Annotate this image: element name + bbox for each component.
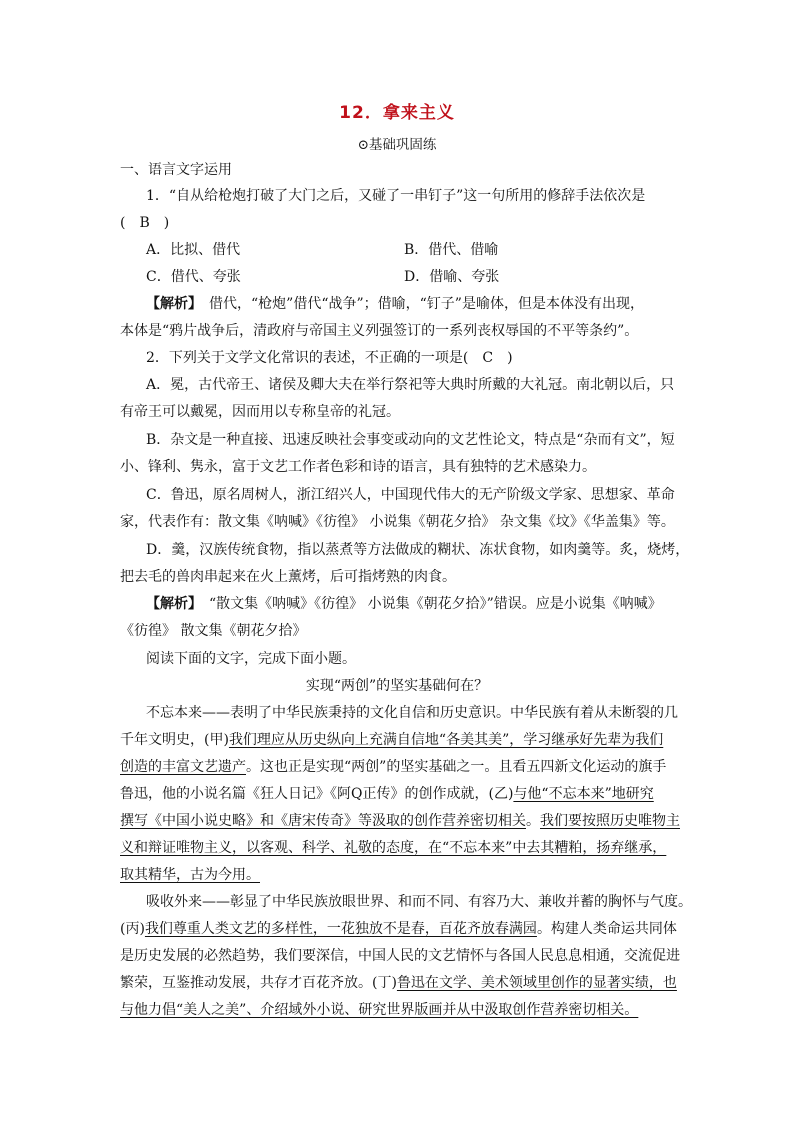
underlined-sentence: 我们要按照历史唯物主 [540,813,680,829]
q2-option-b-cont: 小、锋利、隽永，富于文艺工作者色彩和诗的语言，具有独特的艺术感染力。 [120,459,596,475]
passage-line: 是历史发展的必然趋势，我们要深信，中国人民的文艺情怀与各国人民息息相通，交流促进 [120,948,680,964]
passage-line: 吸收外来——彰显了中华民族放眼世界、和而不同、有容乃大、兼收并蓄的胸怀与气度。 [146,894,692,910]
q2-option-c: C．鲁迅，原名周树人，浙江绍兴人，中国现代伟大的无产阶级文学家、思想家、革命 [146,487,675,503]
sentence-marker: (乙) [488,786,514,802]
underlined-sentence: 撰写《中国小说史略》和《唐宋传奇》等汲取的创作营养密切相关 [120,813,526,829]
q1-stem: 1．“自从给枪炮打破了大门之后，又碰了一串钉子”这一句所用的修辞手法依次是 [146,188,646,204]
passage-text: 鲁迅，他的小说名篇《狂人日记》《阿Q正传》的创作成就， [120,786,489,802]
q1-option-c: C．借代、夸张 [146,269,241,285]
lesson-title: 12．拿来主义 [339,103,455,123]
q2-analysis-cont: 《彷徨》 散文集《朝花夕拾》 [120,623,307,639]
section-subtitle: ⊙基础巩固练 [357,137,437,153]
underlined-sentence: 我们尊重人类文艺的多样性，一花独放不是春，百花齐放春满园 [144,921,537,937]
analysis-tag: 【解析】 [146,296,195,312]
q2-option-b: B．杂文是一种直接、迅速反映社会事变或动向的文艺性论文，特点是“杂而有文”，短 [146,432,675,448]
sentence-marker: (丙) [120,921,145,937]
q1-option-d: D．借喻、夸张 [404,269,500,285]
passage-text: 繁荣，互鉴推动发展，共存才百花齐放。 [120,975,372,991]
q1-option-b: B．借代、借喻 [404,242,499,258]
q2-option-d: D．羹，汉族传统食物，指以蒸煮等方法做成的糊状、冻状食物，如肉羹等。炙，烧烤， [146,542,690,558]
passage-line [120,919,677,939]
q2-option-d-cont: 把去毛的兽肉串起来在火上薰烤，后可指烤熟的肉食。 [120,569,456,585]
passage-text: 千年文明史， [120,732,204,748]
q2-option-a: A．冕，古代帝王、诸侯及卿大夫在举行祭祀等大典时所戴的大礼冠。南北朝以后，只 [146,377,675,393]
analysis-text: 借代，“枪炮”借代“战争”；借喻，“钉子”是喻体，但是本体没有出现， [195,296,644,312]
passage-line [120,757,666,777]
sentence-marker: (丁) [372,975,397,991]
passage-title: 实现“两创”的坚实基础何在？ [305,678,489,694]
passage-text: 。 [526,813,540,829]
underlined-sentence: 创造的丰富文艺遗产 [120,759,246,775]
q1-answer: ( B ) [120,215,170,231]
passage-line [120,838,666,858]
passage-line [120,730,663,750]
passage-text: 。这也正是实现“两创”的坚实基础之一。且看五四新文化运动的旗手 [246,759,667,775]
q2-stem: 2．下列关于文学文化常识的表述，不正确的一项是( C ) [146,350,513,366]
q2-option-c-cont: 家，代表作有：散文集《呐喊》《彷徨》 小说集《朝花夕拾》 杂文集《坟》《华盖集》等。 [120,514,675,530]
q1-analysis [146,294,644,314]
underlined-sentence: 与他“不忘本来”地研究 [513,786,654,802]
passage-line: 不忘本来——表明了中华民族秉持的文化自信和历史意识。中华民族有着从未断裂的几 [146,705,678,721]
passage-line [120,973,677,993]
underlined-sentence: 与他力倡“美人之美”、介绍域外小说、研究世界版画并从中汲取创作营养密切相关。 [120,1002,639,1018]
q2-analysis [146,594,662,614]
analysis-tag: 【解析】 [146,596,195,612]
q2-option-a-cont: 有帝王可以戴冕，因而用以专称皇帝的礼冠。 [120,404,400,420]
passage-line [120,784,654,804]
q1-analysis-cont: 本体是“鸦片战争后，清政府与帝国主义列强签订的一系列丧权辱国的不平等条约”。 [120,323,639,339]
reading-instruction: 阅读下面的文字，完成下面小题。 [146,651,356,667]
underlined-sentence: 取其精华，古为今用。 [120,867,260,883]
underlined-sentence: 义和辩证唯物主义，以客观、科学、礼敬的态度，在“不忘本来”中去其糟粕，扬弃继承， [120,840,667,856]
passage-text: 。构建人类命运共同体 [536,921,677,937]
section-heading: 一、语言文字运用 [120,162,232,178]
passage-line [120,811,680,831]
q1-option-a: A．比拟、借代 [146,242,241,258]
passage-line [120,865,260,885]
sentence-marker: (甲) [204,732,229,748]
analysis-text: “散文集《呐喊》《彷徨》 小说集《朝花夕拾》”错误。应是小说集《呐喊》 [195,596,662,612]
underlined-sentence: 鲁迅在文学、美术领域里创作的显著实绩，也 [396,975,677,991]
passage-line [120,1000,638,1020]
underlined-sentence: 我们理应从历史纵向上充满自信地“各美其美”，学习继承好先辈为我们 [228,732,664,748]
